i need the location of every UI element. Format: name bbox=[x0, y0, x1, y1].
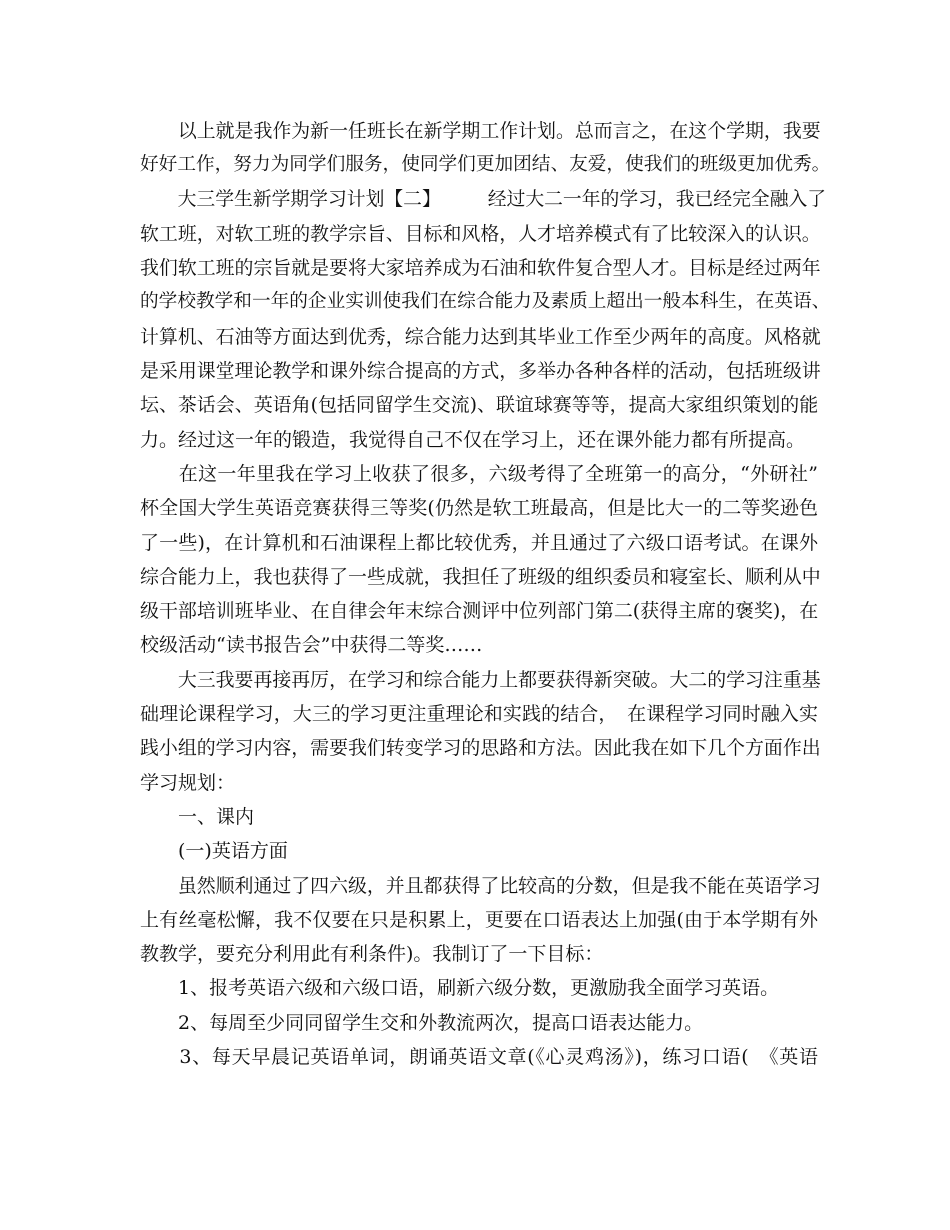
text-line: 在这一年里我在学习上收获了很多，六级考得了全班第一的高分，“外研社” bbox=[140, 462, 818, 485]
text-line: 好好工作，努力为同学们服务，使同学们更加团结、友爱，使我们的班级更加优秀。 bbox=[140, 154, 831, 176]
text-line: 级干部培训班毕业、在自律会年末综合测评中位列部门第二(获得主席的褒奖)，在 bbox=[140, 600, 819, 623]
text-line: 综合能力上，我也获得了一些成就，我担任了班级的组织委员和寝室长、顺利从中 bbox=[140, 565, 821, 588]
text-line: 的学校教学和一年的企业实训使我们在综合能力及素质上超出一般本科生，在英语、 bbox=[140, 291, 831, 313]
text-line: 础理论课程学习，大三的学习更注重理论和实践的结合， 在课程学习同时融入实 bbox=[140, 703, 818, 726]
text-line: 上有丝毫松懈，我不仅要在只是积累上，更要在口语表达上加强(由于本学期有外 bbox=[140, 908, 818, 931]
text-line: 学习规划： bbox=[140, 771, 236, 794]
text-line: 大三学生新学期学习计划【二】 经过大二一年的学习，我已经完全融入了 bbox=[140, 188, 827, 210]
text-line: 校级活动“读书报告会”中获得二等奖…… bbox=[140, 634, 483, 657]
list-item: 2、每周至少同同留学生交和外教流两次，提高口语表达能力。 bbox=[140, 1011, 704, 1034]
text-line: 教教学，要充分利用此有利条件)。我制订了一下目标： bbox=[140, 943, 604, 966]
text-line: 力。经过这一年的锻造，我觉得自己不仅在学习上，还在课外能力都有所提高。 bbox=[140, 428, 806, 451]
text-line: 我们软工班的宗旨就是要将大家培养成为石油和软件复合型人才。目标是经过两年 bbox=[140, 257, 821, 280]
text-line: 计算机、石油等方面达到优秀，综合能力达到其毕业工作至少两年的高度。风格就 bbox=[140, 325, 821, 348]
list-item: 1、报考英语六级和六级口语，刷新六级分数，更激励我全面学习英语。 bbox=[140, 977, 780, 1000]
text-line: 了一些)，在计算机和石油课程上都比较优秀，并且通过了六级口语考试。在课外 bbox=[140, 531, 818, 554]
text-line: 践小组的学习内容，需要我们转变学习的思路和方法。因此我在如下几个方面作出 bbox=[140, 737, 821, 760]
section-heading: 一、课内 bbox=[140, 805, 255, 828]
text-line: 虽然顺利通过了四六级，并且都获得了比较高的分数，但是我不能在英语学习 bbox=[140, 874, 821, 897]
text-line: 大三我要再接再厉，在学习和综合能力上都要获得新突破。大二的学习注重基 bbox=[140, 668, 821, 691]
list-item: 3、每天早晨记英语单词，朗诵英语文章(《心灵鸡汤》)，练习口语( 《英语 bbox=[140, 1046, 818, 1069]
text-line: 杯全国大学生英语竞赛获得三等奖(仍然是软工班最高，但是比大一的二等奖逊色 bbox=[140, 497, 818, 520]
text-line: 以上就是我作为新一任班长在新学期工作计划。总而言之，在这个学期，我要 bbox=[140, 120, 821, 142]
document-body bbox=[140, 114, 831, 1074]
text-line: 坛、茶话会、英语角(包括同留学生交流)、联谊球赛等等，提高大家组织策划的能 bbox=[140, 394, 819, 417]
text-line: 软工班，对软工班的教学宗旨、目标和风格，人才培养模式有了比较深入的认识。 bbox=[140, 222, 821, 245]
subsection-heading: (一)英语方面 bbox=[140, 840, 288, 863]
text-line: 是采用课堂理论教学和课外综合提高的方式，多举办各种各样的活动，包括班级讲 bbox=[140, 360, 821, 383]
